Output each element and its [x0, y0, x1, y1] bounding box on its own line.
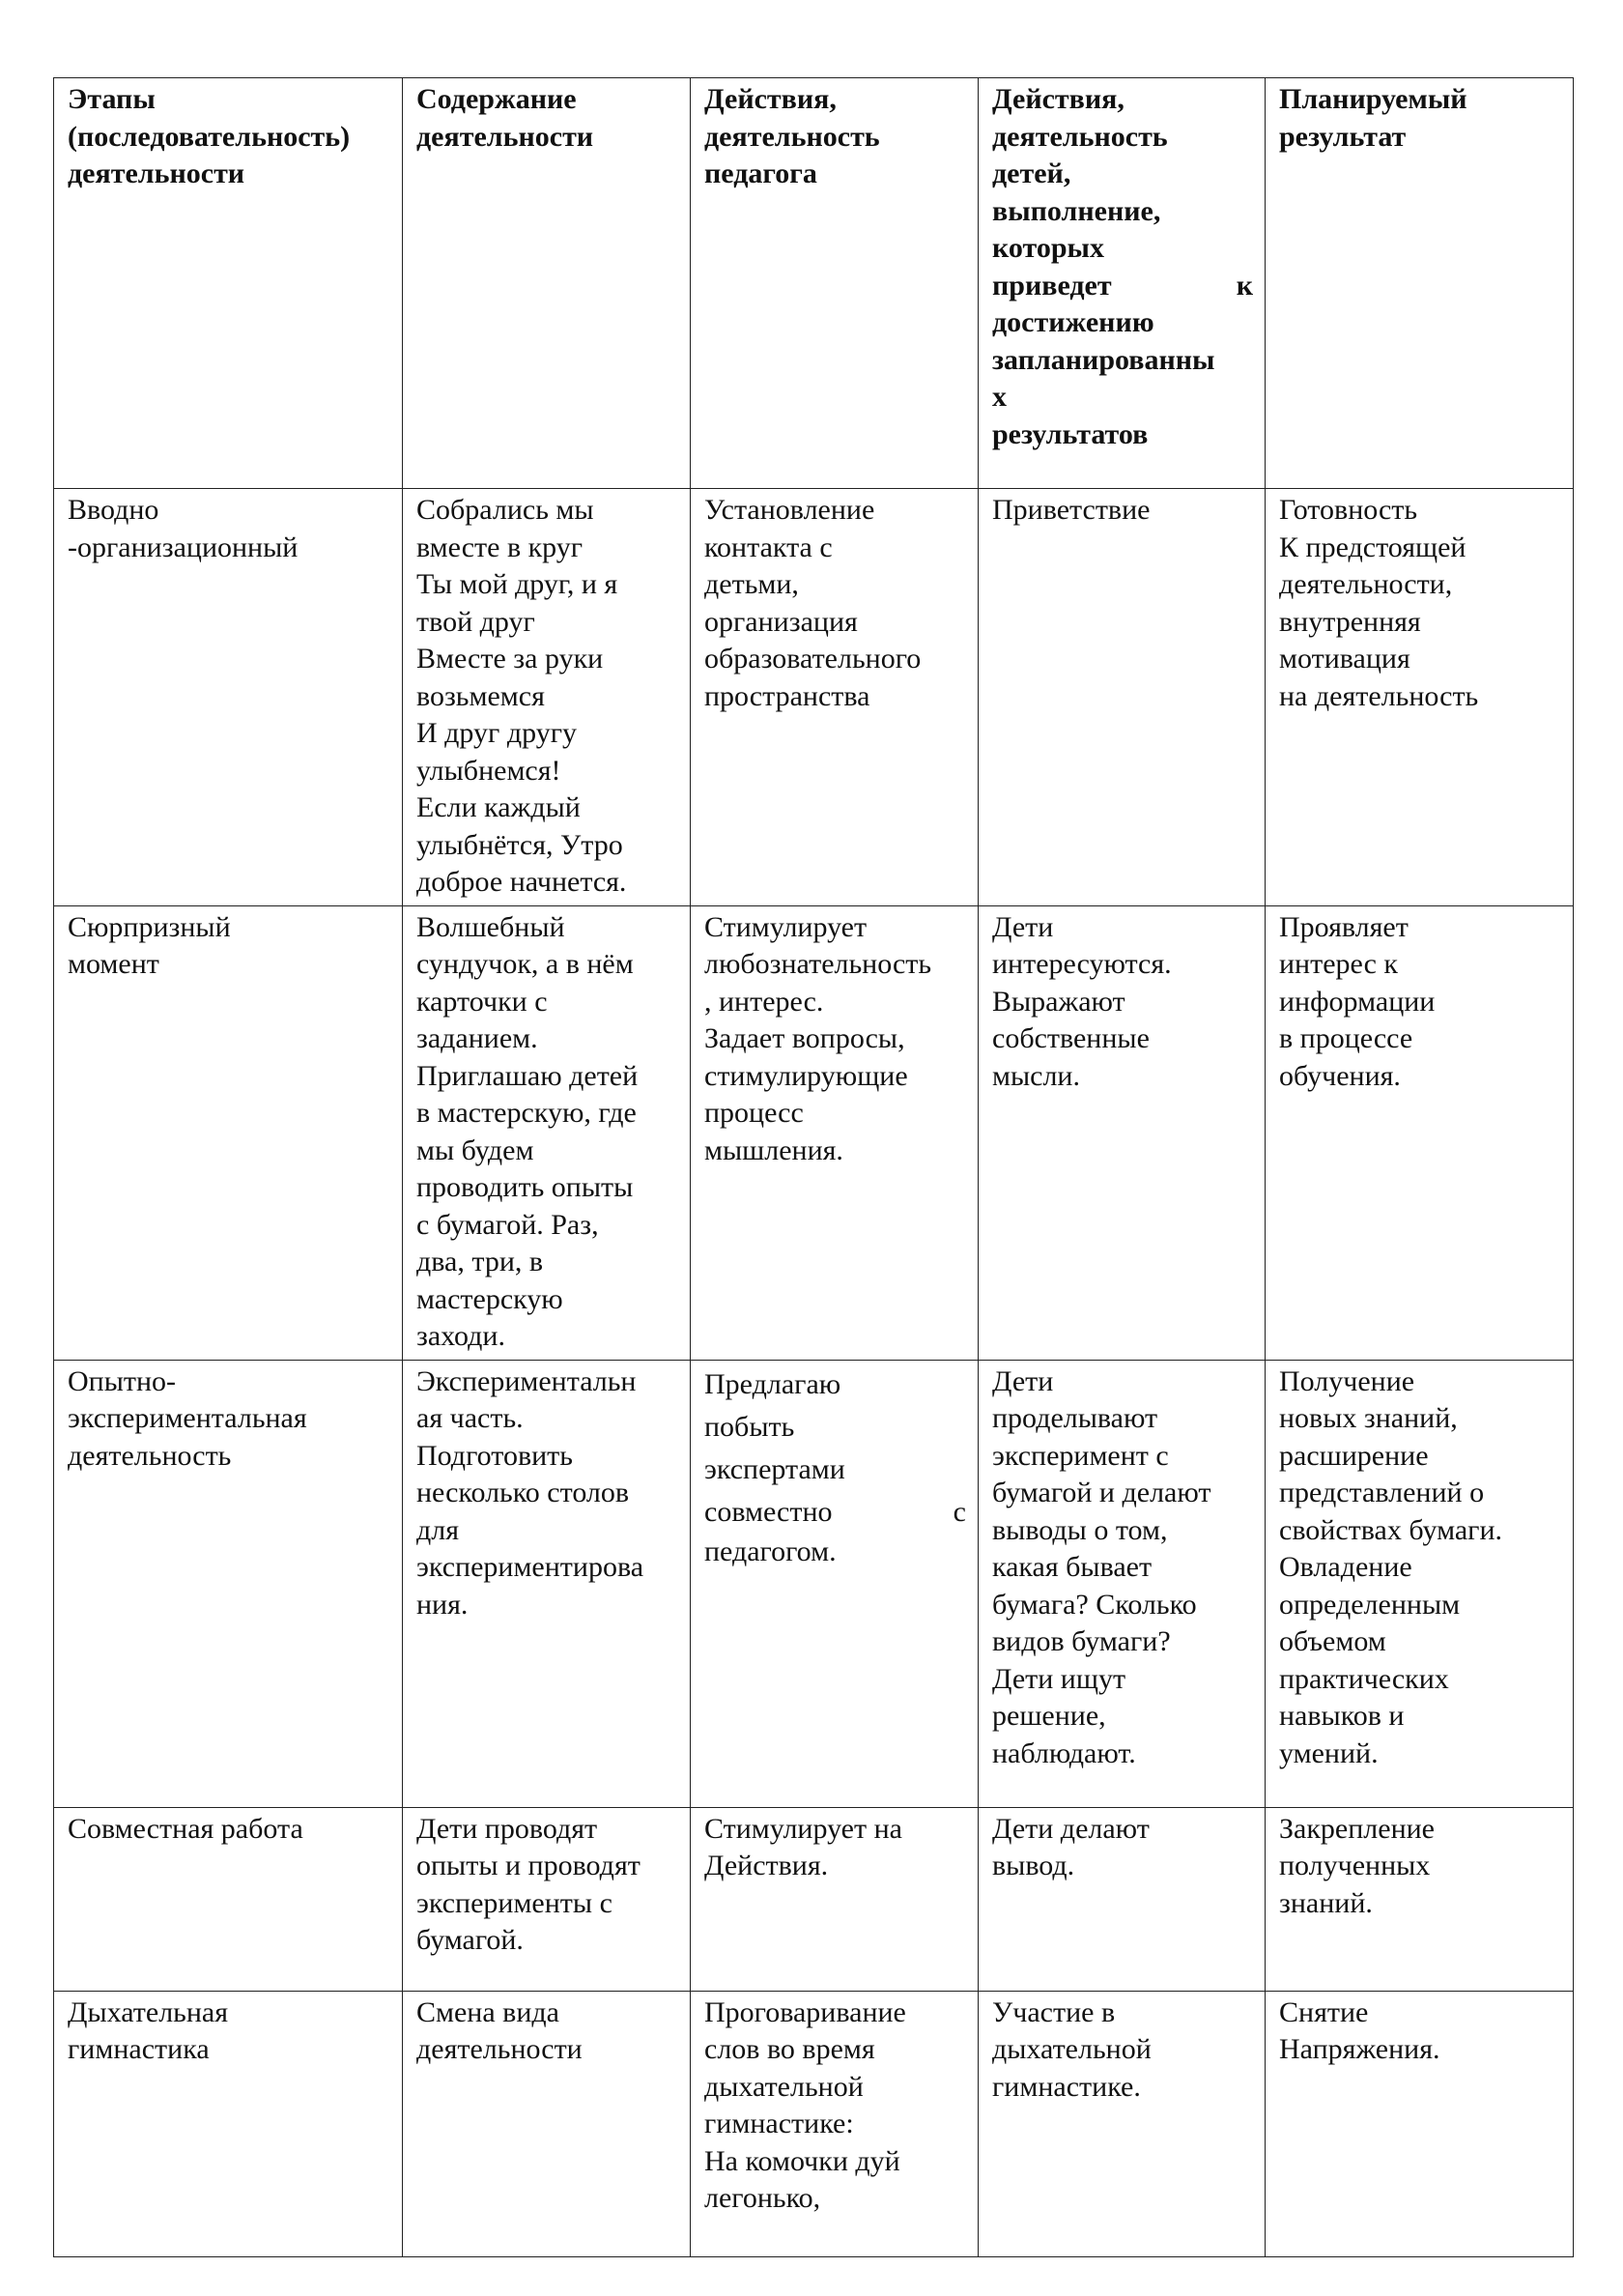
cell-stage: Совместная работа [54, 1807, 403, 1991]
cell-children: Участие в дыхательной гимнастике. [979, 1991, 1266, 2256]
cell-result: Проявляет интерес к информации в процессе обучения. [1266, 905, 1574, 1360]
cell-stage: Сюрпризный момент [54, 905, 403, 1360]
cell-stage: Дыхательная гимнастика [54, 1991, 403, 2256]
header-children-actions: Действия, деятельность детей, выполнение, которых приведет к достижению запланированны х результатов [979, 78, 1266, 489]
cell-content: Экспериментальн ая часть. Подготовить несколько столов для экспериментирова ния. [403, 1360, 691, 1807]
cell-teacher: Проговаривание слов во время дыхательной гимнастике: На комочки дуй легонько, [691, 1991, 979, 2256]
table-row [54, 489, 1574, 906]
cell-content: Дети проводят опыты и проводят эксперименты с бумагой. [403, 1807, 691, 1991]
cell-children: Дети делают вывод. [979, 1807, 1266, 1991]
header-planned-result: Планируемый результат [1266, 78, 1574, 489]
cell-content: Смена вида деятельности [403, 1991, 691, 2256]
cell-stage: Вводно -организационный [54, 489, 403, 906]
cell-teacher: Предлагаю побыть экспертами совместно с педагогом. [691, 1360, 979, 1807]
cell-teacher: Стимулирует любознательность , интерес. Задает вопросы, стимулирующие процесс мышления. [691, 905, 979, 1360]
cell-result: Снятие Напряжения. [1266, 1991, 1574, 2256]
table-row [54, 1807, 1574, 1991]
cell-teacher: Установление контакта с детьми, организация образовательного пространства [691, 489, 979, 906]
cell-result: Получение новых знаний, расширение представлений о свойствах бумаги. Овладение определенным объемом практических навыков и умений. [1266, 1360, 1574, 1807]
header-teacher-actions: Действия, деятельность педагога [691, 78, 979, 489]
cell-content: Волшебный сундучок, а в нём карточки с заданием. Приглашаю детей в мастерскую, где мы будем проводить опыты с бумагой. Раз, два, три, в мастерскую заходи. [403, 905, 691, 1360]
header-content: Содержание деятельности [403, 78, 691, 489]
table-header-row [54, 78, 1574, 489]
teacher-justified-line: совместно с [704, 1495, 966, 1528]
cell-children: Дети проделывают эксперимент с бумагой и делают выводы о том, какая бывает бумага? Сколько видов бумаги? Дети ищут решение, наблюдают. [979, 1360, 1266, 1807]
table-row [54, 905, 1574, 1360]
cell-content: Собрались мы вместе в круг Ты мой друг, и я твой друг Вместе за руки возьмемся И друг другу улыбнемся! Если каждый улыбнётся, Утро доброе начнется. [403, 489, 691, 906]
cell-result: Готовность К предстоящей деятельности, внутренняя мотивация на деятельность [1266, 489, 1574, 906]
table-row [54, 1360, 1574, 1807]
cell-teacher: Стимулирует на Действия. [691, 1807, 979, 1991]
lesson-plan-table [53, 77, 1574, 2257]
cell-children: Приветствие [979, 489, 1266, 906]
cell-result: Закрепление полученных знаний. [1266, 1807, 1574, 1991]
header-stages: Этапы (последовательность) деятельности [54, 78, 403, 489]
header-children-justified-line: приведет к [992, 269, 1253, 301]
table-row [54, 1991, 1574, 2256]
cell-children: Дети интересуются. Выражают собственные мысли. [979, 905, 1266, 1360]
cell-stage: Опытно- экспериментальная деятельность [54, 1360, 403, 1807]
